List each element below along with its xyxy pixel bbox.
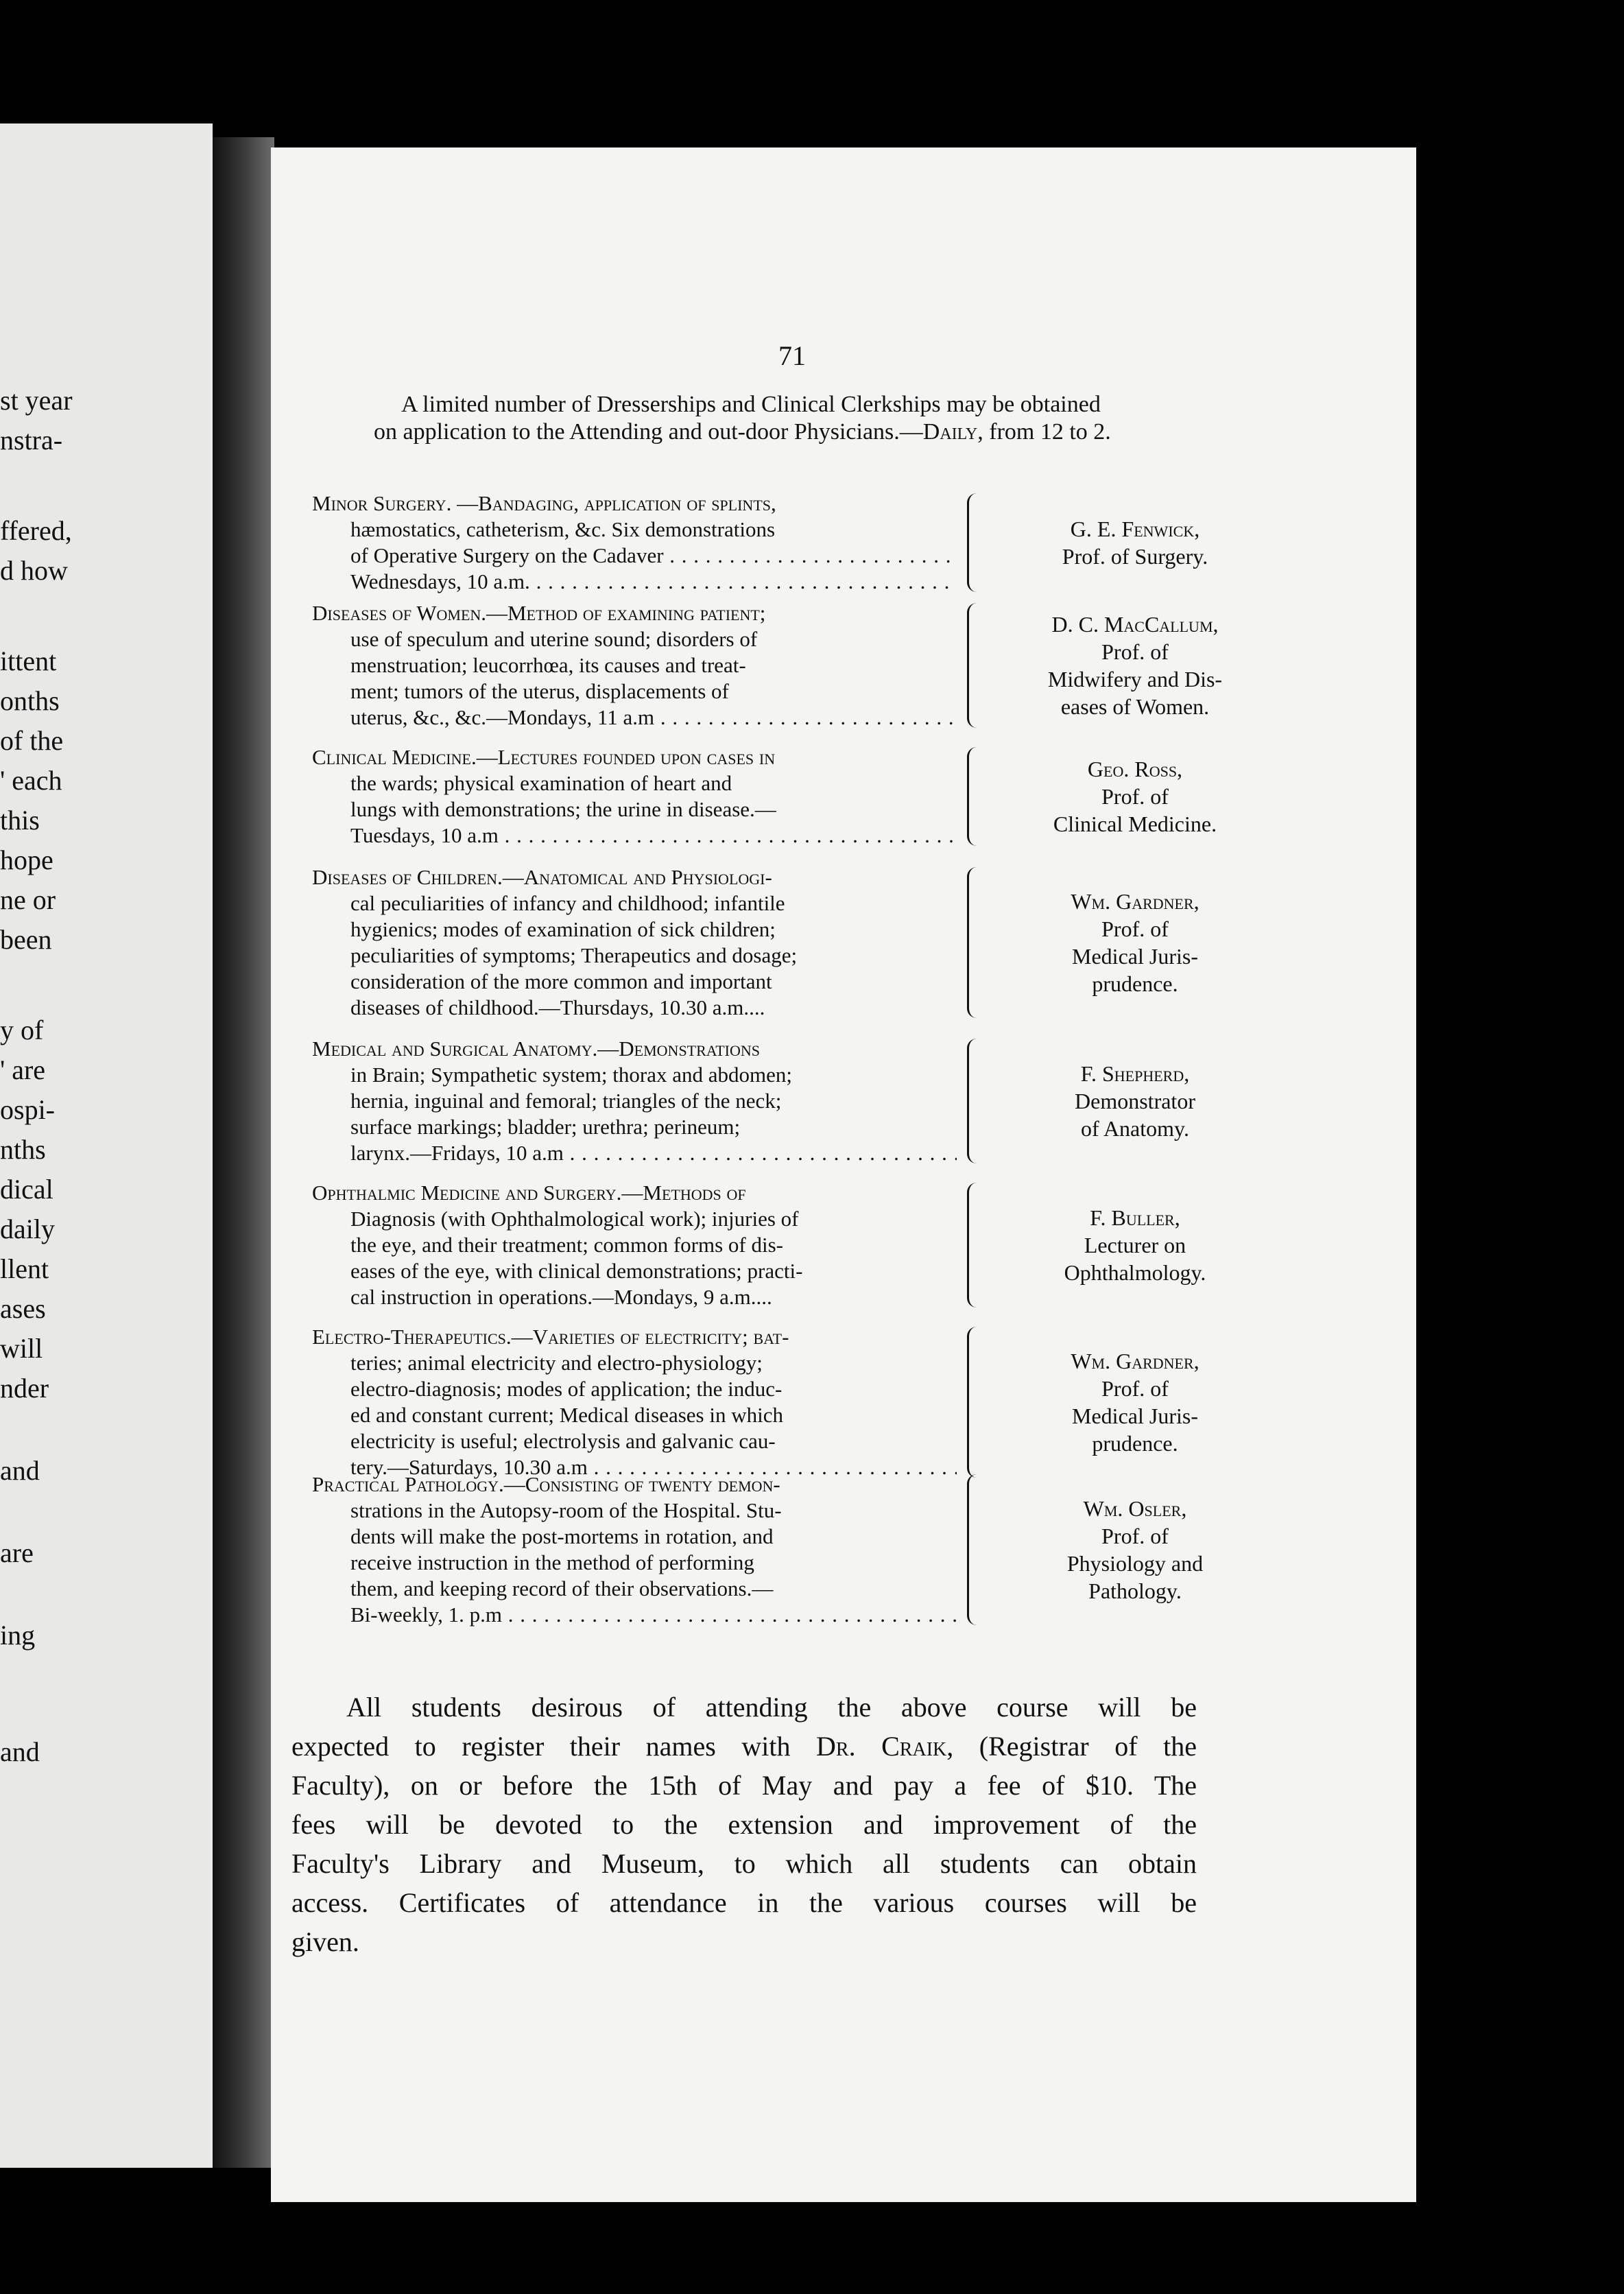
intro-line: A limited number of Dresserships and Clinical Clerkships may be obtained bbox=[401, 392, 1101, 417]
instructor-name: Wm. Gardner, bbox=[1071, 889, 1199, 914]
course-title-line: Ophthalmic Medicine and Surgery.—Methods of bbox=[312, 1181, 746, 1205]
course-description bbox=[312, 864, 957, 1021]
course-description-line: receive instruction in the method of performing bbox=[350, 1550, 754, 1574]
instructor-title: Medical Juris- bbox=[1072, 1404, 1198, 1428]
instructor-name: D. C. MacCallum, bbox=[1051, 612, 1219, 637]
course-description-line: consideration of the more common and important bbox=[350, 969, 772, 993]
intro-paragraph bbox=[374, 391, 1248, 446]
course-description-line: hygienics; modes of examination of sick children; bbox=[350, 917, 776, 941]
course-description bbox=[312, 1180, 957, 1310]
course-description-line: diseases of childhood.—Thursdays, 10.30 a.m.... bbox=[350, 995, 765, 1019]
instructor-title: Prof. of bbox=[1101, 784, 1169, 809]
facing-page-line: are bbox=[0, 1537, 34, 1568]
facing-page-line: llent bbox=[0, 1253, 49, 1284]
course-description-line: of Operative Surgery on the Cadaver . . . bbox=[312, 543, 957, 569]
instructor-title: Prof. of bbox=[1101, 639, 1169, 664]
facing-page-line: ospi- bbox=[0, 1094, 55, 1125]
facing-page-line: d how bbox=[0, 555, 68, 586]
course-description-line: electro-diagnosis; modes of application; the induc- bbox=[350, 1377, 783, 1401]
facing-page-line: hope bbox=[0, 844, 53, 875]
course-description bbox=[312, 1036, 957, 1166]
course-description-line: the wards; physical examination of heart and bbox=[350, 771, 732, 795]
facing-page-line: nths bbox=[0, 1134, 46, 1165]
course-description-line: the eye, and their treatment; common forms of dis- bbox=[350, 1233, 784, 1257]
instructor-name: Geo. Ross, bbox=[1087, 757, 1183, 781]
course-description-line: cal instruction in operations.—Mondays, 9 a.m.... bbox=[350, 1285, 772, 1309]
course-title-line: Diseases of Women.—Method of examining patient; bbox=[312, 601, 766, 625]
course-description-line: use of speculum and uterine sound; disorders of bbox=[350, 627, 758, 651]
course-description bbox=[312, 744, 957, 849]
course-title-line: Diseases of Children.—Anatomical and Physiologi- bbox=[312, 865, 772, 889]
facing-page bbox=[0, 123, 213, 2168]
facing-page-line: ing bbox=[0, 1620, 36, 1651]
instructor-title: Prof. of bbox=[1101, 1376, 1169, 1401]
closing-line: All students desirous of attending the above course will be bbox=[346, 1692, 1197, 1723]
course-instructor bbox=[991, 611, 1279, 720]
instructor-name: G. E. Fenwick, bbox=[1070, 517, 1200, 541]
instructor-name: F. Shepherd, bbox=[1080, 1061, 1190, 1086]
course-description-line: Bi-weekly, 1. p.m . . . bbox=[312, 1602, 957, 1628]
course-instructor bbox=[991, 1347, 1279, 1457]
instructor-title: Demonstrator bbox=[1075, 1089, 1195, 1113]
course-description bbox=[312, 1324, 957, 1480]
course-instructor bbox=[991, 1060, 1279, 1142]
course-title-line: Minor Surgery. —Bandaging, application of splints, bbox=[312, 491, 776, 515]
facing-page-line: st year bbox=[0, 385, 73, 416]
course-description bbox=[312, 600, 957, 731]
course-description-line: uterus, &c., &c.—Mondays, 11 a.m . . . bbox=[312, 705, 957, 731]
instructor-name: F. Buller, bbox=[1090, 1205, 1180, 1230]
facing-page-line: and bbox=[0, 1455, 40, 1486]
intro-line: on application to the Attending and out-door Physicians.—Daily, from 12 to 2. bbox=[374, 419, 1111, 445]
facing-page-line: y of bbox=[0, 1015, 44, 1045]
course-description-line: larynx.—Fridays, 10 a.m . . . bbox=[312, 1140, 957, 1166]
course-description-line: them, and keeping record of their observations.— bbox=[350, 1576, 774, 1600]
facing-page-line: ases bbox=[0, 1293, 46, 1324]
course-description-line: Tuesdays, 10 a.m . . . bbox=[312, 823, 957, 849]
facing-page-line: ffered, bbox=[0, 515, 72, 546]
facing-page-line: ' each bbox=[0, 765, 62, 796]
instructor-title: Clinical Medicine. bbox=[1053, 812, 1217, 836]
page bbox=[271, 147, 1416, 2202]
closing-line: access. Certificates of attendance in the various courses will be bbox=[291, 1887, 1197, 1918]
facing-page-line: will bbox=[0, 1333, 43, 1364]
course-description-line: tery.—Saturdays, 10.30 a.m . . . bbox=[312, 1454, 957, 1480]
instructor-name: Wm. Osler, bbox=[1083, 1496, 1187, 1521]
instructor-title: of Anatomy. bbox=[1081, 1116, 1189, 1141]
closing-line: Faculty's Library and Museum, to which all students can obtain bbox=[291, 1848, 1197, 1879]
course-title-line: Clinical Medicine.—Lectures founded upon cases in bbox=[312, 745, 776, 769]
instructor-title: Physiology and bbox=[1066, 1551, 1204, 1576]
course-description-line: cal peculiarities of infancy and childhood; infantile bbox=[350, 891, 785, 915]
course-description-line: strations in the Autopsy-room of the Hospital. Stu- bbox=[350, 1498, 782, 1522]
course-title-line: Practical Pathology.—Consisting of twenty demon- bbox=[312, 1472, 780, 1496]
course-description-line: surface markings; bladder; urethra; perineum; bbox=[350, 1115, 741, 1139]
facing-page-line: daily bbox=[0, 1214, 55, 1244]
brace bbox=[967, 1474, 984, 1625]
course-title-line: Medical and Surgical Anatomy.—Demonstrations bbox=[312, 1037, 761, 1061]
instructor-title: prudence. bbox=[1092, 971, 1178, 996]
closing-line: fees will be devoted to the extension and improvement of the bbox=[291, 1809, 1197, 1840]
facing-page-line: onths bbox=[0, 685, 60, 716]
course-description-line: eases of the eye, with clinical demonstrations; practi- bbox=[350, 1259, 803, 1283]
course-instructor bbox=[991, 515, 1279, 570]
course-description-line: hernia, inguinal and femoral; triangles of the neck; bbox=[350, 1089, 782, 1113]
facing-page-line: nstra- bbox=[0, 425, 63, 456]
course-description-line: ment; tumors of the uterus, displacements of bbox=[350, 679, 729, 703]
closing-line: given. bbox=[291, 1926, 359, 1957]
instructor-title: Midwifery and Dis- bbox=[1047, 667, 1223, 691]
instructor-title: prudence. bbox=[1092, 1431, 1178, 1456]
course-description-line: teries; animal electricity and electro-physiology; bbox=[350, 1351, 763, 1375]
facing-page-line: this bbox=[0, 805, 40, 836]
instructor-title: eases of Women. bbox=[1060, 694, 1210, 719]
brace bbox=[967, 867, 984, 1018]
instructor-title: Lecturer on bbox=[1084, 1233, 1186, 1257]
course-title-line: Electro-Therapeutics.—Varieties of electricity; bat- bbox=[312, 1325, 789, 1349]
closing-line: Faculty), on or before the 15th of May and pay a fee of $10. The bbox=[291, 1770, 1197, 1801]
course-description-line: in Brain; Sympathetic system; thorax and abdomen; bbox=[350, 1063, 792, 1087]
brace bbox=[967, 1327, 984, 1478]
registrar-name: Dr. Craik, bbox=[816, 1731, 954, 1762]
instructor-title: Prof. of Surgery. bbox=[1062, 544, 1208, 569]
brace bbox=[967, 747, 984, 846]
facing-page-line: ne or bbox=[0, 884, 56, 915]
facing-page-line: ittent bbox=[0, 646, 57, 676]
instructor-title: Prof. of bbox=[1101, 917, 1169, 941]
course-description bbox=[312, 490, 957, 595]
page-number: 71 bbox=[778, 340, 806, 371]
brace bbox=[967, 1183, 984, 1308]
course-description-line: ed and constant current; Medical diseases in which bbox=[350, 1403, 783, 1427]
brace bbox=[967, 1039, 984, 1163]
facing-page-line: and bbox=[0, 1736, 40, 1767]
course-description-line: menstruation; leucorrhœa, its causes and treat- bbox=[350, 653, 746, 677]
closing-paragraph bbox=[291, 1688, 1197, 1961]
course-description bbox=[312, 1471, 957, 1628]
facing-page-line: of the bbox=[0, 725, 64, 756]
instructor-title: Ophthalmology. bbox=[1064, 1260, 1206, 1285]
facing-page-line: dical bbox=[0, 1174, 53, 1205]
instructor-name: Wm. Gardner, bbox=[1071, 1349, 1199, 1373]
brace bbox=[967, 493, 984, 592]
course-description-line: peculiarities of symptoms; Therapeutics and dosage; bbox=[350, 943, 798, 967]
closing-line: expected to register their names with Dr. Craik, (Registrar of the bbox=[291, 1731, 1197, 1762]
book-gutter bbox=[213, 137, 274, 2168]
course-description-line: Diagnosis (with Ophthalmological work); injuries of bbox=[350, 1207, 799, 1231]
course-entry bbox=[312, 1471, 1286, 1677]
course-instructor bbox=[991, 1495, 1279, 1605]
course-description-line: dents will make the post-mortems in rotation, and bbox=[350, 1524, 774, 1548]
facing-page-line: been bbox=[0, 924, 52, 955]
instructor-title: Prof. of bbox=[1101, 1524, 1169, 1548]
course-description-line: electricity is useful; electrolysis and galvanic cau- bbox=[350, 1429, 776, 1453]
course-description-line: Wednesdays, 10 a.m. . . . bbox=[312, 569, 957, 595]
instructor-title: Medical Juris- bbox=[1072, 944, 1198, 969]
course-description-line: lungs with demonstrations; the urine in disease.— bbox=[350, 797, 776, 821]
course-instructor bbox=[991, 1204, 1279, 1286]
course-instructor bbox=[991, 755, 1279, 838]
course-instructor bbox=[991, 888, 1279, 997]
facing-page-line: ' are bbox=[0, 1054, 46, 1085]
brace bbox=[967, 603, 984, 728]
instructor-title: Pathology. bbox=[1088, 1578, 1182, 1603]
facing-page-line: nder bbox=[0, 1373, 49, 1404]
course-description-line: hæmostatics, catheterism, &c. Six demonstrations bbox=[350, 517, 776, 541]
